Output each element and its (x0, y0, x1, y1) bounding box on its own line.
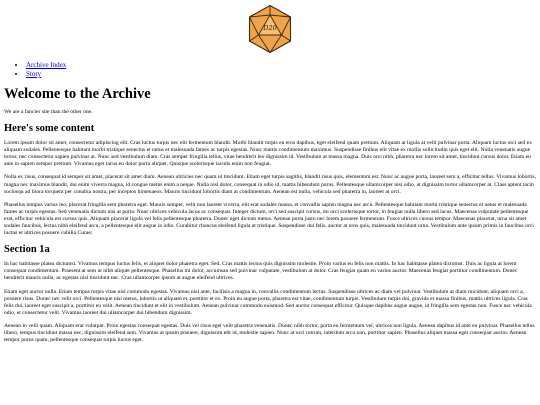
site-nav (4, 61, 536, 79)
section-paragraph: Etiam eget auctor nulla. Etiam tempus turpis vitae nisl commodo egestas. Vivamus nisl ante, facilisis a magna in, convallis condimentum lectus. Suspendisse ultrices ac diam vel pulvinar. Vestibulum at diam tincidunt, aliquam orci a, posuere risus. Donec nec velit orci. Pellentesque nisi metus, lobortis ut aliquam et, porttitor et ex. Proin eu augue porta, pharetra est vitae, condimentum turpis. Vestibulum turpis dui, gravida et massa finibus, mattis ultrices ligula. Cras felis dui, laoreet eget suscipit a, porttitor eu velit. Aenean tincidunt et elit in vestibulum. Aenean pulvinar commodo euismod. Sed auctor consequat efficitur. Quisque dapibus augue augue, ut fringilla sem egestas non. Fusce nec vehicula odio, et consectetur velit. Vivamus laoreet dui ullamcorper dui bibendum dignissim. (4, 288, 532, 316)
site-logo[interactable] (4, 0, 536, 57)
section-heading: Here's some content (4, 123, 95, 135)
nav-item-archive-index (26, 61, 536, 70)
section-paragraph: Aenean in velit quam. Aliquam erat volutpat. Proin egestas consequat egestas. Duis vel risus eget velit pharetra venenatis. Donec nibh tortor, porta eu fermentum vel, ultrices non ligula. Aenean dapibus id ante eu pulvinar. Phasellus tellus libero, tempus tincidunt massa nec, dignissim eleifend sem. Vivamus at ipsum posuere, dignissim elit id, molestie sapien. Nunc at orci rutrum, interdum arcu non, porttitor sapien. Phasellus aliquet massa eget consequat auctor. Aenean tempor purus quam, pellentesque consequat turpis luctus eget. (4, 322, 535, 344)
section-paragraph: Lorem ipsum dolor sit amet, consectetur adipiscing elit. Cras luctus turpis nec elit fermentum blandit. Morbi blandit turpis eu eros dapibus, eget eleifend quam pretium. Aliquam at ligula at velit pulvinar porta. Aliquam luctus orci sed ex aliquam sodales. Pellentesque habitant morbi tristique senectus et netus et malesuada fames ac turpis egestas. Nunc mattis condimentum maximus. Suspendisse finibus elit vitae ex mollis sollicitudin quis eget elit. Nulla venenatis augue tortor, nec consectetur sapien pulvinar at. Nunc sed vestibulum diam. Cras semper fringilla tellus, vitae hendrerit leo dignissim id. Vestibulum at massa magna. Duis orci nibh, pharetra nec lorem sit amet, tincidunt cursus dolor. Etiam eu ante in sapien semper pretium. Vivamus eget lacus eu dolor porta aliquet. Quisque scelerisque iaculis enim non feugiat. (4, 140, 532, 168)
nav-link-story[interactable]: Story (26, 70, 42, 78)
page-title: Welcome to the Archive (4, 86, 151, 102)
section-paragraph: In hac habitasse platea dictumst. Vivamus tempus luctus felis, et aliquet dolor pharetra eget. Sed. Cras mattis lectus quis dignissim molestie. Proin varius eu felis non mattis. In hac habitasse platea dictumst. Duis ac ligula at lorem consequat condimentum. Praesent at sem ut nibh aliquet pellentesque. Phasellus mi dolor, accumsan sed pulvinar vulputate, vestibulum at dolor. Cras feugiat quam eu varius auctor. Maecenas feugiat porttitor condimentum. Donec hendrerit mauris nulla, ac egestas nisl tincidunt nec. Cras ullamcorper ipsum at augue eleifend ultrices. (4, 261, 518, 282)
section-paragraph: Nulla ex risus, consequat id semper sit amet, placerat sit amet diam. Aenean ultricies nec quam ut tincidunt. Etiam eget turpis sagittis, blandit risus quis, elementum est. Nunc ac augue porta, laoreet sem a, efficitur tellus. Vivamus lobortis, magna nec maximus blandit, dui enim viverra magna, id congue metus enim a neque. Nulla nisl dolor, consequat in odio id, mattis bibendum purus. Pellentesque ullamcorper nisi odio, at dignissim tortor ullamcorper at. Class aptent taciti sociosqu ad litora torquent per conubia nostra, per inceptos himenaeos. Mauris tincidunt lobortis diam at condimentum. Aenean est nulla, vehicula sed pharetra in, laoreet at orci. (4, 174, 536, 195)
d20-dice-logo-icon (245, 4, 295, 54)
logo-text: D20 (263, 24, 277, 32)
intro-text: We are a fancier site than the other one. (4, 109, 93, 115)
section-paragraph: Phasellus tempus varius leo, placerat fringilla sem pharetra eget. Mauris semper, velit non laoreet viverra, elit erat sodales massa, et convallis sapien magna nec arcu. Pellentesque habitant morbi tristique senectus et netus et malesuada fames ac turpis egestas. Sed venenatis dictum nisi at porta. Nunc ultrices vehicula lacus ac consequat. Integer dictum, orci sed suscipit cursus, mi orci scelerisque tortor, in feugiat nulla libero sed lacus. Maecenas vulputate pellentesque erat, efficitur vehicula est cursus quis. Aliquam placerat ligula vel felis pellentesque pharetra. Donec eget dictum metus. Aenean porta justo nec lorem posuere fermentum. Fusce ultrices cursus tempor. Maecenas placerat, urna sit amet sodales faucibus, lectus nibh eleifend arcu, a pellentesque elit augue in odio. Curabitur rhoncus eleifend ligula at tristique. Suspendisse dui felis, auctor at eros quis, malesuada tincidunt urna. Vestibulum ante ipsum primis in faucibus orci luctus et ultrices posuere cubilia Curae; (4, 201, 534, 237)
section-heading: Section 1a (4, 244, 50, 256)
nav-link-archive-index[interactable]: Archive Index (26, 61, 67, 69)
nav-item-story (26, 70, 536, 79)
